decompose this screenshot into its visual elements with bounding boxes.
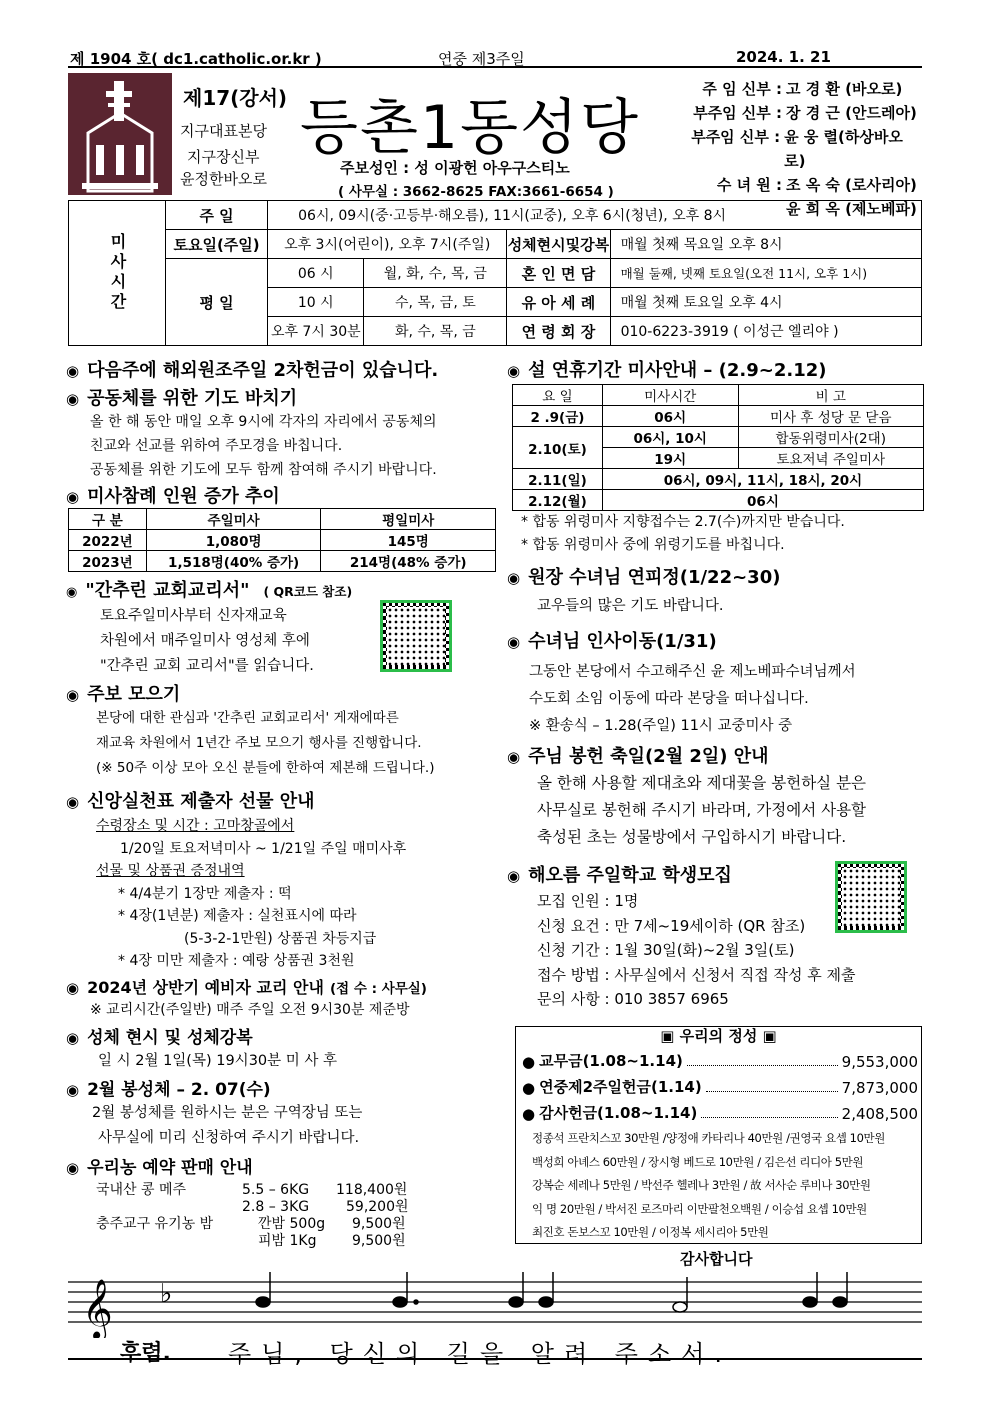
- exposition-label: 성체현시및강복: [507, 230, 610, 259]
- qr-code-catechism[interactable]: [380, 600, 452, 672]
- weekday-time: 오후 7시 30분: [268, 317, 364, 346]
- marriage-label: 혼 인 면 담: [507, 259, 610, 288]
- funeral-label: 연 령 회 장: [507, 317, 610, 346]
- district-name: 제17(강서): [183, 86, 288, 110]
- marriage-value: 매월 둘째, 넷째 토요일(오전 11시, 오후 1시): [610, 259, 921, 288]
- parish-title: 등촌1동성당: [300, 93, 640, 163]
- masthead-topline: [68, 48, 922, 68]
- weekday-time: 10 시: [268, 288, 364, 317]
- farm-sale-list: 국내산 콩 메주 5.5 – 6KG 118,400원 2.8 – 3KG 59,200원 충주교구 유기농 밤 깐밤 500g 9,500원 피밤 1Kg 9,500원: [96, 1181, 409, 1249]
- svg-text:♭: ♭: [160, 1279, 173, 1309]
- patron-saint: 주보성인 : 성 이광헌 아우구스티노: [340, 159, 570, 177]
- bullet-icon: ◉: [507, 569, 521, 587]
- district-office: 지구대표본당: [180, 122, 267, 140]
- bullet-icon: ◉: [507, 748, 521, 766]
- saturday-label: 토요일(주일): [166, 230, 268, 259]
- sunday-label: 주 일: [166, 201, 268, 230]
- staff-row: 윤 희 옥 (제노베파): [786, 200, 917, 218]
- presentation-feast-text: 올 한해 사용할 제대초와 제대꽃을 봉헌하실 분은 사무실로 봉헌해 주시기 바라며, 가정에서 사용할 축성된 초는 성물방에서 구입하시기 바랍니다.: [537, 774, 867, 846]
- bullet-icon: ◉: [66, 1080, 80, 1099]
- section-sister-transfer: ◉ 수녀님 인사이동(1/31): [507, 631, 717, 652]
- bullet-icon: ◉: [507, 867, 521, 885]
- weekday-label: 평 일: [166, 259, 268, 346]
- sister-transfer-text: 그동안 본당에서 수고해주신 윤 제노베파수녀님께서 수도회 소임 이동에 따라 본당을 떠나십니다. ※ 환송식 – 1.28(주일) 11시 교중미사 중: [529, 664, 856, 734]
- svg-text:𝄞: 𝄞: [82, 1279, 113, 1338]
- funeral-value: 010-6223-3919 ( 이성근 엘리야 ): [610, 317, 921, 346]
- bullet-icon: ◉: [66, 585, 78, 600]
- bullet-icon: ◉: [66, 390, 80, 408]
- bullet-icon: ◉: [66, 686, 80, 704]
- section-communion-sick: ◉ 2월 봉성체 – 2. 07(수): [66, 1079, 271, 1100]
- refrain-text: 주님, 당신의 길을 알려 주소서.: [228, 1340, 732, 1368]
- offering-row: ● 연중제2주일헌금(1.14) 7,873,000: [522, 1078, 918, 1097]
- office-contact: ( 사무실 : 3662-8625 FAX:3661-6654 ): [338, 184, 614, 200]
- staff-row: 수 녀 원 : 조 옥 숙 (로사리아): [716, 176, 917, 194]
- catechism-body: 토요주일미사부터 신자재교육 차원에서 매주일미사 영성체 후에 "간추린 교회 교리서"를 읽습니다.: [66, 604, 496, 680]
- offering-row: ● 감사헌금(1.08~1.14) 2,408,500: [522, 1104, 918, 1123]
- district-priest-name: 윤정한바오로: [180, 170, 267, 188]
- section-adoration: ◉ 성체 현시 및 성체강복: [66, 1027, 253, 1048]
- exposition-value: 매월 첫째 목요일 오후 8시: [610, 230, 921, 259]
- offering-title: ▣ 우리의 정성 ▣: [660, 1027, 777, 1045]
- bullet-icon: ◉: [66, 1028, 80, 1047]
- new-year-notes: * 합동 위령미사 지향접수는 2.7(수)까지만 받습니다. * 합동 위령미사 중에 위령기도를 바칩니다.: [521, 514, 845, 553]
- prayer-text: 올 한 해 동안 매일 오후 9시에 각자의 자리에서 공동체의 친교와 선교를 위하여 주모경을 바칩니다. 공동체를 위한 기도에 모두 함께 참여해 주시기 바랍니다.: [90, 414, 437, 478]
- thanks-text: 감사합니다: [680, 1250, 753, 1268]
- retreat-text: 교우들의 많은 기도 바랍니다.: [537, 598, 724, 614]
- section-lunar-new-year: ◉ 설 연휴기간 미사안내 – (2.9~2.12): [507, 360, 827, 381]
- bulletin-collect-text: 본당에 대한 관심과 '간추린 교회교리서' 게재에따른 재교육 차원에서 1년간 주보 모으기 행사를 진행합니다. (※ 50주 이상 모아 오신 분들에 한하여 제본해 드립니다.): [96, 710, 435, 776]
- faith-practice-text: 수령장소 및 시간 : 고마창골에서 1/20일 토요저녁미사 ~ 1/21일 주일 매미사후 선물 및 상품권 증정내역 * 4/4분기 1장만 제출자 : 떡 * 4장(1년분) 제출자 : 실천표시에 따라 (5-3-2-1만원) 상품권 차등지급 * 4장 미만 제출자 : 예랑 상품권 3천원: [96, 818, 407, 969]
- right-column: [507, 356, 922, 1012]
- new-year-mass-table: 요 일 미사시간 비 고 2 .9(금) 06시 미사 후 성당 문 닫음 2.10(토) 06시, 10시 합동위령미사(2대) 19시 토요저녁 주일미사 2.11(일) 06시, 09시, 11시, 18시, 20시 2.12(월) 06시: [512, 384, 924, 511]
- baptism-label: 유 아 세 례: [507, 288, 610, 317]
- section-farm-sale: ◉ 우리농 예약 판매 안내: [66, 1157, 253, 1178]
- bullet-icon: ◉: [66, 793, 80, 811]
- communion-sick-text: 2월 봉성체를 원하시는 분은 구역장님 또는 사무실에 미리 신청하여 주시기 바랍니다.: [92, 1104, 363, 1146]
- section-bulletin-collect: ◉ 주보 모으기: [66, 684, 181, 705]
- bullet-icon: ◉: [507, 362, 521, 380]
- section-faith-practice: ◉ 신앙실천표 제출자 선물 안내: [66, 791, 315, 812]
- church-logo: [68, 73, 172, 195]
- refrain-label: 후렴.: [120, 1341, 171, 1366]
- issue-number: 제 1904 호( dc1.catholic.or.kr ): [70, 50, 322, 68]
- section-catechumen: ◉ 2024년 상반기 예비자 교리 안내 (접 수 : 사무실): [66, 977, 427, 997]
- music-refrain: [68, 1268, 922, 1368]
- offering-list: [522, 1045, 918, 1123]
- section-catechism: ◉ "간추린 교회교리서" ( QR코드 참조): [66, 580, 353, 601]
- section-sunday-school: ◉ 해오름 주일학교 학생모집: [507, 865, 732, 886]
- section-retreat: ◉ 원장 수녀님 연피정(1/22~30): [507, 567, 781, 588]
- offering-box: [515, 1026, 922, 1244]
- staff-row: 부주임 신부 : 장 경 근 (안드레아): [693, 104, 917, 122]
- bullet-icon: ◉: [66, 1158, 80, 1177]
- staff-row: 부주임 신부 : 윤 웅 렬(하상바오로): [691, 128, 903, 170]
- section-attendance: ◉ 미사참례 인원 증가 추이: [66, 486, 280, 507]
- section-overseas-collection: ◉ 다음주에 해외원조주일 2차헌금이 있습니다.: [66, 360, 439, 381]
- weekday-days: 수, 목, 금, 토: [364, 288, 507, 317]
- sunday-times: 06시, 09시(중·고등부·해오름), 11시(교중), 오후 6시(청년), 오후 8시: [268, 201, 922, 230]
- qr-code-sunday-school[interactable]: [835, 861, 907, 933]
- adoration-text: 일 시 2월 1일(목) 19시30분 미 사 후: [98, 1052, 337, 1069]
- weekday-days: 월, 화, 수, 목, 금: [364, 259, 507, 288]
- attendance-table: 구 분 주일미사 평일미사 2022년 1,080명 145명 2023년 1,518명(40% 증가) 214명(48% 증가): [68, 508, 496, 572]
- donor-list: 정종석 프란치스꼬 30만원 /양정애 카타리나 40만원 /권영국 요셉 10만원 백성희 아녜스 60만원 / 장시형 베드로 10만원 / 김은선 리디아 5만원 강복순 세레나 5만원 / 박선주 헬레나 3만원 / 故 서사순 루비나 30만원 익 명 20만원 / 박서진 로즈마리 이만팔천오백원 / 이승섭 요셉 10만원 최진호 돈보스꼬 10만원 / 이정복 세시리아 5만원: [532, 1131, 885, 1239]
- bullet-icon: ◉: [507, 633, 521, 651]
- liturgical-week: 연중 제3주일: [438, 50, 525, 68]
- section-presentation-feast: ◉ 주님 봉헌 축일(2월 2일) 안내: [507, 746, 769, 767]
- left-column: [66, 356, 496, 1253]
- offering-row: ● 교무금(1.08~1.14) 9,553,000: [522, 1052, 918, 1071]
- footer-rule: [68, 1358, 922, 1360]
- catechumen-text: ※ 교리시간(주일반) 매주 주일 오전 9시30분 제준방: [90, 1001, 410, 1018]
- bullet-icon: ◉: [66, 978, 80, 997]
- weekday-time: 06 시: [268, 259, 364, 288]
- bullet-icon: ◉: [66, 488, 80, 506]
- music-staff-icon: [68, 1268, 922, 1338]
- issue-date: 2024. 1. 21: [736, 48, 831, 66]
- mass-times-label: 미사시간: [69, 201, 166, 346]
- mass-times-table: [68, 200, 922, 346]
- district-priest-label: 지구장신부: [187, 148, 260, 166]
- baptism-value: 매월 첫째 토요일 오후 4시: [610, 288, 921, 317]
- sunday-school-body: 모집 인원 : 1명 신청 요건 : 만 7세~19세이하 (QR 참조) 신청 기간 : 1월 30일(화)~2월 3일(토) 접수 방법 : 사무실에서 신청서 직접 작성 후 제출 문의 사항 : 010 3857 6965: [507, 889, 922, 1012]
- section-prayer: ◉ 공동체를 위한 기도 바치기: [66, 388, 298, 409]
- bullet-icon: ◉: [66, 362, 80, 380]
- church-building-icon: [68, 73, 172, 195]
- saturday-times: 오후 3시(어린이), 오후 7시(주일): [268, 230, 507, 259]
- weekday-days: 화, 수, 목, 금: [364, 317, 507, 346]
- staff-row: 주 임 신부 : 고 경 환 (바오로): [702, 80, 903, 98]
